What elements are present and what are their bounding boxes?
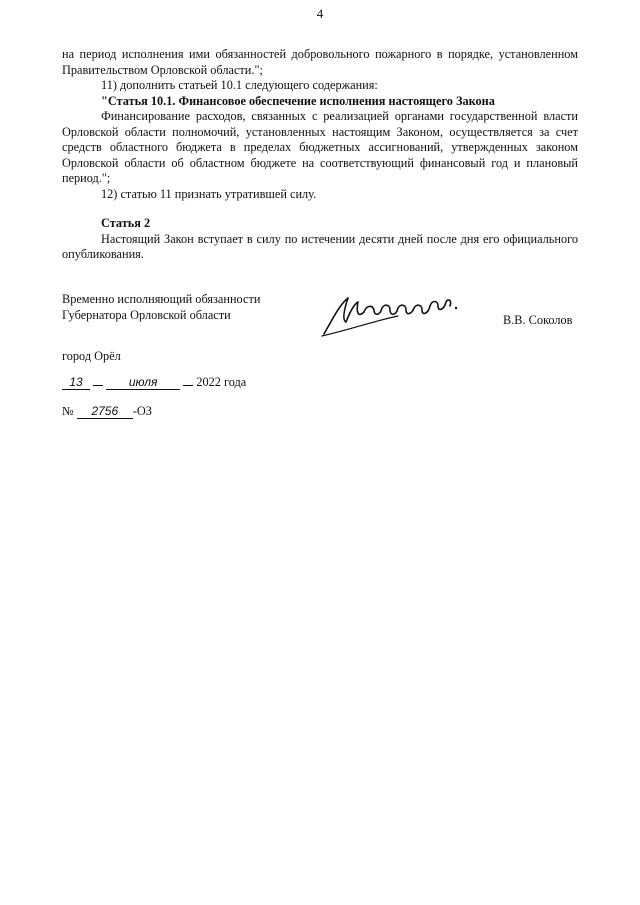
article-2-text: Настоящий Закон вступает в силу по истечении десяти дней после дня его официального опубликования. bbox=[62, 231, 578, 261]
document-body bbox=[62, 47, 578, 263]
signatory-position-line2: Губернатора Орловской области bbox=[62, 307, 231, 322]
page-number: 4 bbox=[316, 6, 324, 21]
signatory-position-line1: Временно исполняющий обязанности bbox=[62, 292, 261, 306]
law-number-suffix: -ОЗ bbox=[132, 404, 152, 418]
handwritten-signature bbox=[318, 290, 468, 340]
article-2-heading: Статья 2 bbox=[101, 216, 151, 230]
signatory-position bbox=[62, 292, 260, 323]
paragraph-item-11: 11) дополнить статьей 10.1 следующего содержания: bbox=[101, 78, 378, 92]
law-number-line bbox=[62, 404, 152, 419]
city-line: город Орёл bbox=[62, 349, 121, 363]
article-10-1-heading: "Статья 10.1. Финансовое обеспечение исполнения настоящего Закона bbox=[101, 93, 495, 108]
signatory-name: В.В. Соколов bbox=[503, 313, 573, 327]
law-number-prefix: № bbox=[62, 404, 74, 418]
paragraph-continuation: на период исполнения ими обязанностей добровольного пожарного в порядке, установленном Правительством Орловской области."; bbox=[62, 47, 578, 77]
law-number-value: 2756 bbox=[77, 404, 133, 419]
article-10-1-text: Финансирование расходов, связанных с реализацией органами государственной власти Орловской области полномочий, установленных настоящим Законом, осуществляется за счет средств областного бюджета в пределах бюджетных ассигнований, утвержденных законом Орловской области об областном бюджете на соответствующий финансовый год и плановый период."; bbox=[62, 109, 578, 185]
date-separator bbox=[93, 385, 103, 386]
date-month-underline bbox=[183, 385, 193, 386]
date-line bbox=[62, 375, 246, 390]
paragraph-item-12: 12) статью 11 признать утратившей силу. bbox=[101, 186, 317, 201]
date-day: 13 bbox=[62, 375, 90, 390]
date-month: июля bbox=[106, 375, 180, 390]
date-year: 2022 года bbox=[196, 375, 247, 389]
